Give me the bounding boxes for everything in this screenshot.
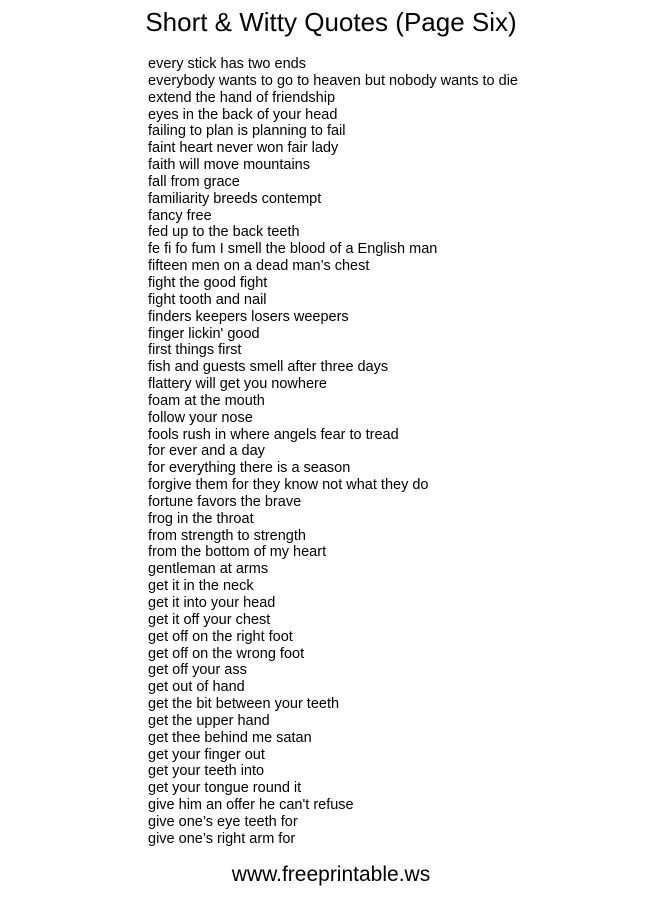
quote-line: from strength to strength <box>148 527 306 544</box>
quote-line: get the upper hand <box>148 712 270 729</box>
quote-line: give him an offer he can't refuse <box>148 797 354 814</box>
quote-line: get off on the right foot <box>148 628 293 645</box>
quote-line: give one’s eye teeth for <box>148 813 298 830</box>
quote-line: fools rush in where angels fear to tread <box>148 426 399 443</box>
quote-line: get out of hand <box>148 679 245 696</box>
quote-line: for everything there is a season <box>148 460 351 477</box>
quote-line: get it into your head <box>148 595 276 611</box>
quote-line: get off on the wrong foot <box>148 645 305 662</box>
quote-line: familiarity breeds contempt <box>148 190 322 207</box>
quote-line: get your teeth into <box>148 763 265 780</box>
quote-line: finger lickin' good <box>148 325 260 342</box>
quote-line: every stick has two ends <box>148 56 306 72</box>
quote-line: get your tongue round it <box>148 780 302 797</box>
page-title: Short & Witty Quotes (Page Six) <box>145 7 517 37</box>
quote-line: get off your ass <box>148 662 247 679</box>
quote-line: everybody wants to go to heaven but nobody wants to die <box>148 72 518 89</box>
footer-website-url: www.freeprintable.ws <box>231 863 431 886</box>
quote-line: fortune favors the brave <box>148 493 302 510</box>
quotes-list <box>148 56 628 848</box>
quote-line: for ever and a day <box>148 443 265 460</box>
quote-line: eyes in the back of your head <box>148 106 338 123</box>
quote-line: foam at the mouth <box>148 392 265 409</box>
quote-line: fight the good fight <box>148 274 268 291</box>
quote-line: flattery will get you nowhere <box>148 376 327 393</box>
quote-line: fifteen men on a dead man’s chest <box>148 258 370 275</box>
quote-line: fed up to the back teeth <box>148 224 300 241</box>
quote-line: fancy free <box>148 207 212 224</box>
quote-line: fish and guests smell after three days <box>148 359 389 376</box>
quote-line: get it off your chest <box>148 611 271 628</box>
quote-line: fall from grace <box>148 173 240 190</box>
quote-line: faith will move mountains <box>148 157 310 174</box>
quote-line: follow your nose <box>148 409 253 426</box>
quote-line: faint heart never won fair lady <box>148 140 339 157</box>
quote-line: give one’s right arm for <box>148 830 296 847</box>
quote-line: from the bottom of my heart <box>148 544 327 561</box>
quote-line: finders keepers losers weepers <box>148 308 349 325</box>
quote-line: first things first <box>148 342 242 359</box>
quote-line: gentleman at arms <box>148 561 269 578</box>
quote-line: failing to plan is planning to fail <box>148 123 346 140</box>
quote-line: fe fi fo fum I smell the blood of a English man <box>148 241 438 258</box>
quote-line: get thee behind me satan <box>148 729 312 746</box>
quote-line: fight tooth and nail <box>148 291 267 308</box>
quote-line: get it in the neck <box>148 578 254 595</box>
quote-line: get the bit between your teeth <box>148 696 340 713</box>
quote-line: extend the hand of friendship <box>148 89 336 106</box>
quote-line: get your finger out <box>148 746 265 763</box>
quote-line: frog in the throat <box>148 510 254 527</box>
quote-line: forgive them for they know not what they do <box>148 477 429 494</box>
